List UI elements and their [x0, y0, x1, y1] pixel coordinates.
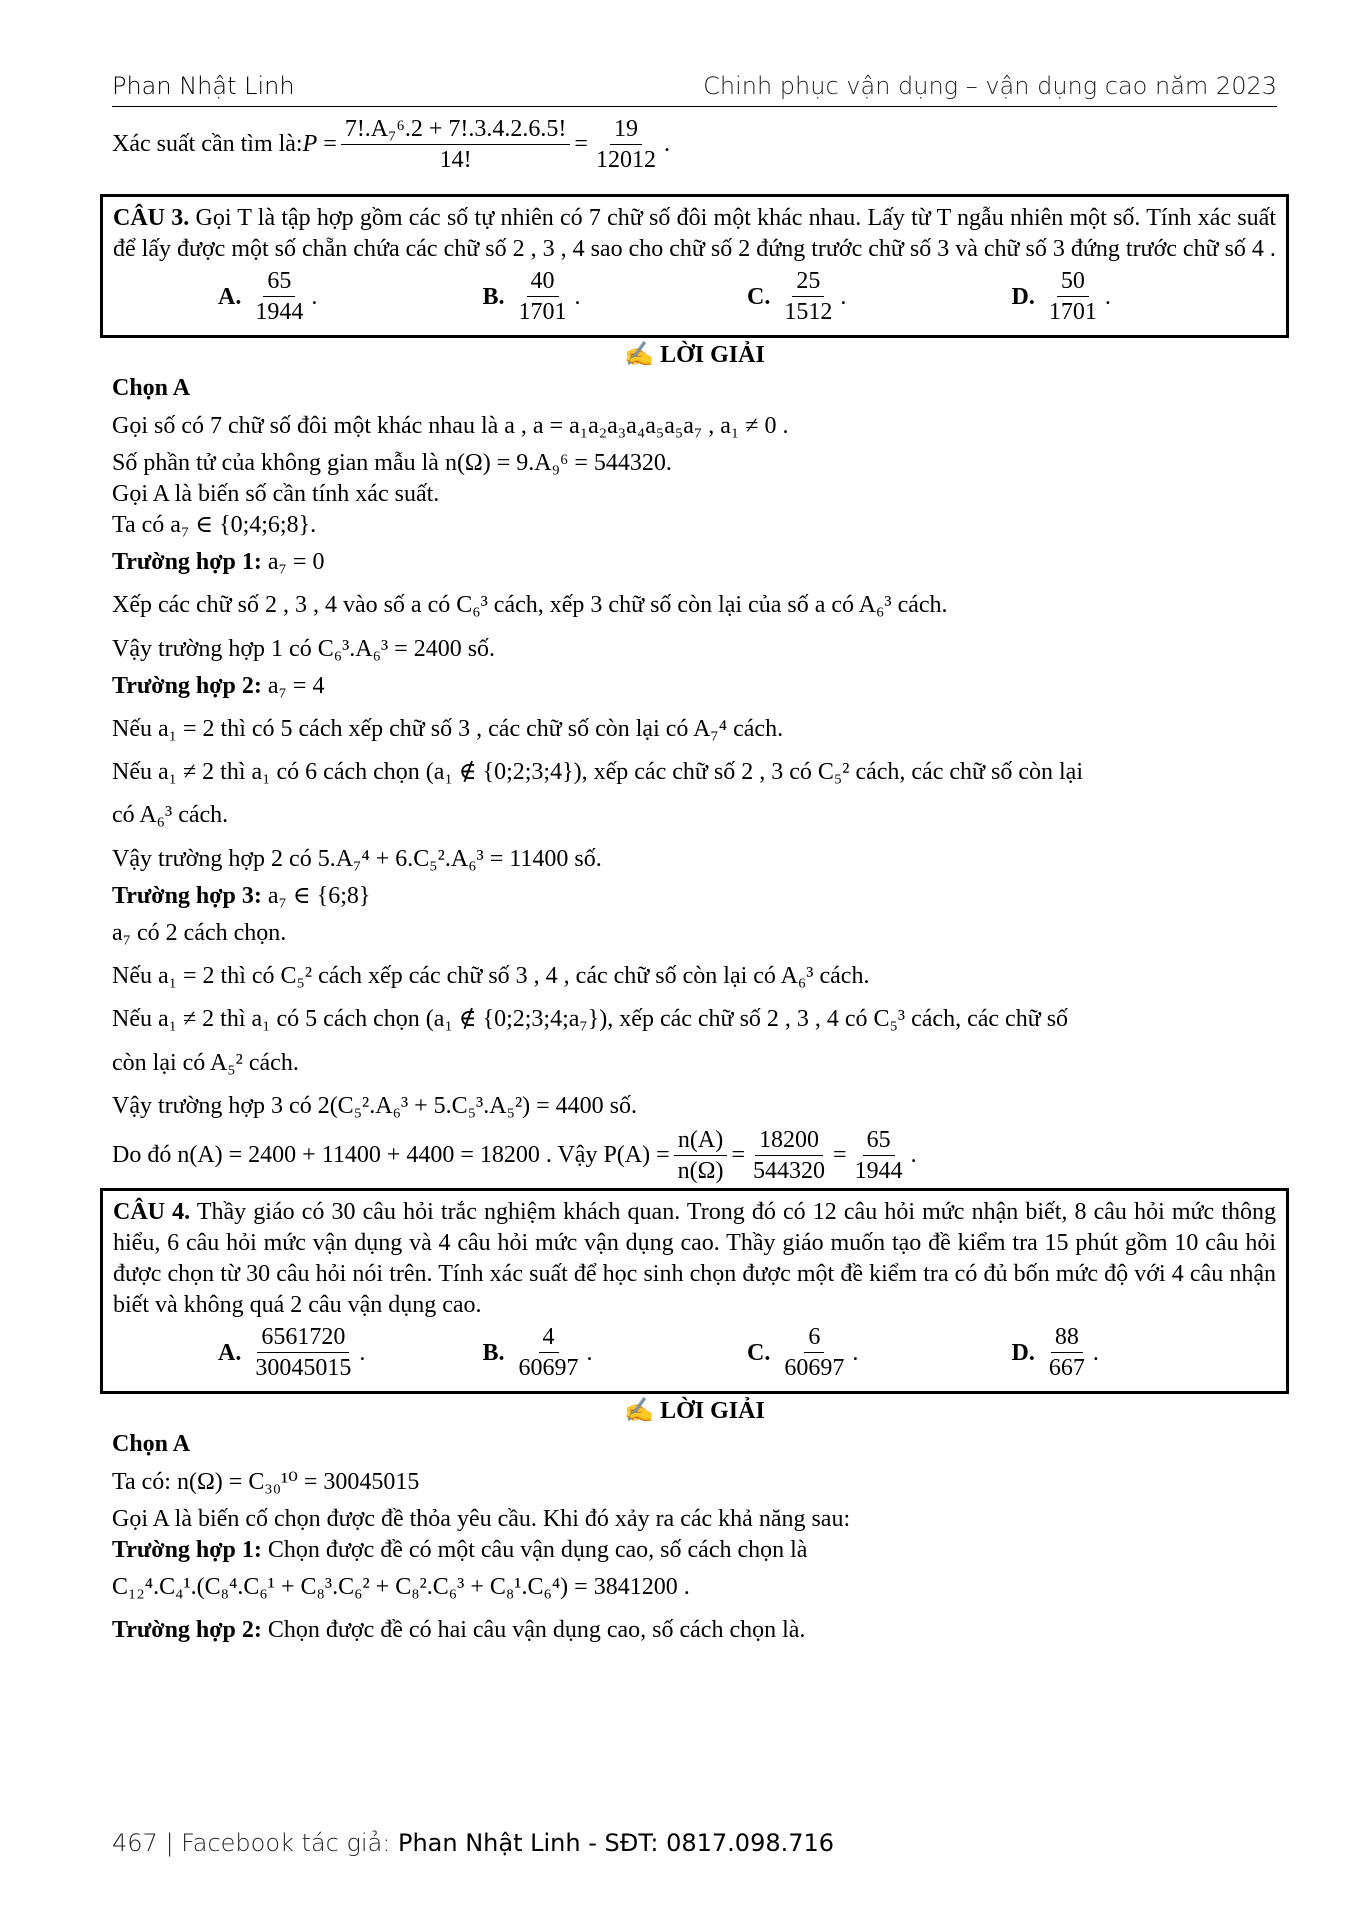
sol3-case-1-a: Xếp các chữ số 2 , 3 , 4 vào số a có C₆³ cách, xếp 3 chữ số còn lại của số a có A₆³ cách.	[112, 592, 948, 619]
sol3-case-1-b: Vậy trường hợp 1 có C₆³.A₆³ = 2400 số.	[112, 635, 496, 662]
sol3-case-2-c: có A₆³ cách.	[112, 802, 229, 829]
sol4-case-2: Trường hợp 2: Chọn được đề có hai câu vận dụng cao, số cách chọn là.	[112, 1617, 806, 1644]
q4-option-d[interactable]: D. $\frac{88}{667}$ .	[1011, 1324, 1099, 1382]
sol4-line-2: Gọi A là biến cố chọn được đề thỏa yêu cầu. Khi đó xảy ra các khả năng sau:	[112, 1505, 851, 1532]
q3-option-a[interactable]: A. $\frac{65}{1944}$ .	[218, 268, 318, 326]
question-4-text: CÂU 4. Thầy giáo có 30 câu hỏi trắc nghiệm khách quan. Trong đó có 12 câu hỏi mức nhận biết, 8 câu hỏi mức thông hiểu, 6 câu hỏi mức vận dụng và 4 câu hỏi mức vận dụng cao. Thầy giáo muốn tạo đề kiểm tra 15 phút gồm 10 câu hỏi được chọn từ 30 câu hỏi nói trên. Tính xác suất để học sinh chọn được một đề kiểm tra có đủ bốn mức độ với 4 câu nhận biết và không quá 2 câu vận dụng cao.	[113, 1198, 1276, 1319]
question-4-options	[113, 1323, 1276, 1383]
q3-option-d[interactable]: D. $\frac{50}{1701}$ .	[1011, 268, 1111, 326]
footer-author: Phan Nhật Linh - SĐT: 0817.098.716	[398, 1829, 835, 1857]
solution-3-choice: Chọn A	[112, 375, 191, 402]
question-4-box	[100, 1188, 1289, 1395]
sol3-case-2-b: Nếu a₁ ≠ 2 thì a₁ có 6 cách chọn (a₁ ∉ {0;2;3;4}), xếp các chữ số 2 , 3 có C₅² cách, các chữ số còn lại	[112, 759, 1083, 786]
header-title: Chinh phục vận dụng – vận dụng cao năm 2023	[703, 71, 1277, 100]
sol3-case-2-heading: Trường hợp 2: a₇ = 4	[112, 672, 325, 699]
q4-option-b[interactable]: B. $\frac{4}{60697}$ .	[482, 1324, 593, 1382]
sol3-case-3-a: a₇ có 2 cách chọn.	[112, 919, 287, 946]
page-header	[112, 70, 1277, 107]
top-result-line: Xác suất cần tìm là: P = $\frac{\text{7!.A₇⁶.2 + 7!.3.4.2.6.5!}}{14!}$ = $\frac{19}{12012}$ .	[112, 116, 670, 173]
sol4-line-1: Ta có: n(Ω) = C₃₀¹⁰ = 30045015	[112, 1468, 420, 1495]
sol3-case-3-heading: Trường hợp 3: a₇ ∈ {6;8}	[112, 882, 371, 909]
sol3-line-1: Gọi số có 7 chữ số đôi một khác nhau là a , a = a₁a₂a₃a₄a₅a₅a₇ , a₁ ≠ 0 .	[112, 412, 789, 439]
page-content	[112, 112, 1277, 1647]
q3-option-c[interactable]: C. $\frac{25}{1512}$ .	[747, 268, 847, 326]
q4-option-c[interactable]: C. $\frac{6}{60697}$ .	[747, 1324, 859, 1382]
sol4-case-1-formula: C₁₂⁴.C₄¹.(C₈⁴.C₆¹ + C₈³.C₆² + C₈².C₆³ + C₈¹.C₆⁴) = 3841200 .	[112, 1574, 690, 1601]
question-3-box	[100, 194, 1289, 338]
sol3-case-2-d: Vậy trường hợp 2 có 5.A₇⁴ + 6.C₅².A₆³ = 11400 số.	[112, 845, 602, 872]
top-result-label: Xác suất cần tìm là:	[112, 131, 303, 158]
sol3-case-3-d: còn lại có A₅² cách.	[112, 1049, 299, 1076]
question-3-options	[113, 267, 1276, 327]
top-result-value: $\frac{19}{12012}$	[595, 116, 656, 173]
sol3-case-1-heading: Trường hợp 1: a₇ = 0	[112, 549, 325, 576]
solution-4-choice: Chọn A	[112, 1431, 191, 1458]
sol3-case-3-c: Nếu a₁ ≠ 2 thì a₁ có 5 cách chọn (a₁ ∉ {0;2;3;4;a₇}), xếp các chữ số 2 , 3 , 4 có C₅³ cách, các chữ số	[112, 1006, 1069, 1033]
sol3-line-3: Gọi A là biến số cần tính xác suất.	[112, 480, 440, 507]
solution-4-title: ✍ LỜI GIẢI	[624, 1398, 765, 1425]
question-3-text: CÂU 3. Gọi T là tập hợp gồm các số tự nhiên có 7 chữ số đôi một khác nhau. Lấy từ T ngẫu nhiên một số. Tính xác suất để lấy được một số chẵn chứa các chữ số 2 , 3 , 4 sao cho chữ số 2 đứng trước chữ số 3 và chữ số 3 đứng trước chữ số 4 .	[113, 205, 1277, 263]
sol3-case-3-e: Vậy trường hợp 3 có 2(C₅².A₆³ + 5.C₅³.A₅²) = 4400 số.	[112, 1092, 638, 1119]
sol3-case-3-b: Nếu a₁ = 2 thì có C₅² cách xếp các chữ số 3 , 4 , các chữ số còn lại có A₆³ cách.	[112, 963, 870, 990]
header-author: Phan Nhật Linh	[112, 71, 295, 100]
sol3-line-2: Số phần tử của không gian mẫu là n(Ω) = 9.A₉⁶ = 544320.	[112, 449, 672, 476]
sol3-case-2-a: Nếu a₁ = 2 thì có 5 cách xếp chữ số 3 , các chữ số còn lại có A₇⁴ cách.	[112, 716, 784, 743]
sol4-case-1: Trường hợp 1: Chọn được đề có một câu vận dụng cao, số cách chọn là	[112, 1537, 808, 1564]
solution-3-title: ✍ LỜI GIẢI	[624, 342, 765, 369]
sol3-final: Do đó n(A) = 2400 + 11400 + 4400 = 18200 . Vậy P(A) = $\frac{n(A)}{n(\Omega)}$ = $\frac{18200}{544320}$ = $\frac{65}{1944}$ .	[112, 1126, 917, 1184]
q3-option-b[interactable]: B. $\frac{40}{1701}$ .	[482, 268, 581, 326]
sol3-line-4: Ta có a₇ ∈ {0;4;6;8}.	[112, 512, 317, 539]
top-result-fraction: $\frac{\text{7!.A₇⁶.2 + 7!.3.4.2.6.5!}}{14!}$	[341, 115, 571, 175]
page-number: 467	[112, 1829, 158, 1857]
q4-option-a[interactable]: A. $\frac{6561720}{30045015}$ .	[218, 1324, 366, 1382]
page-footer: 467 | Facebook tác giả: Phan Nhật Linh - SĐT: 0817.098.716	[112, 1829, 835, 1857]
